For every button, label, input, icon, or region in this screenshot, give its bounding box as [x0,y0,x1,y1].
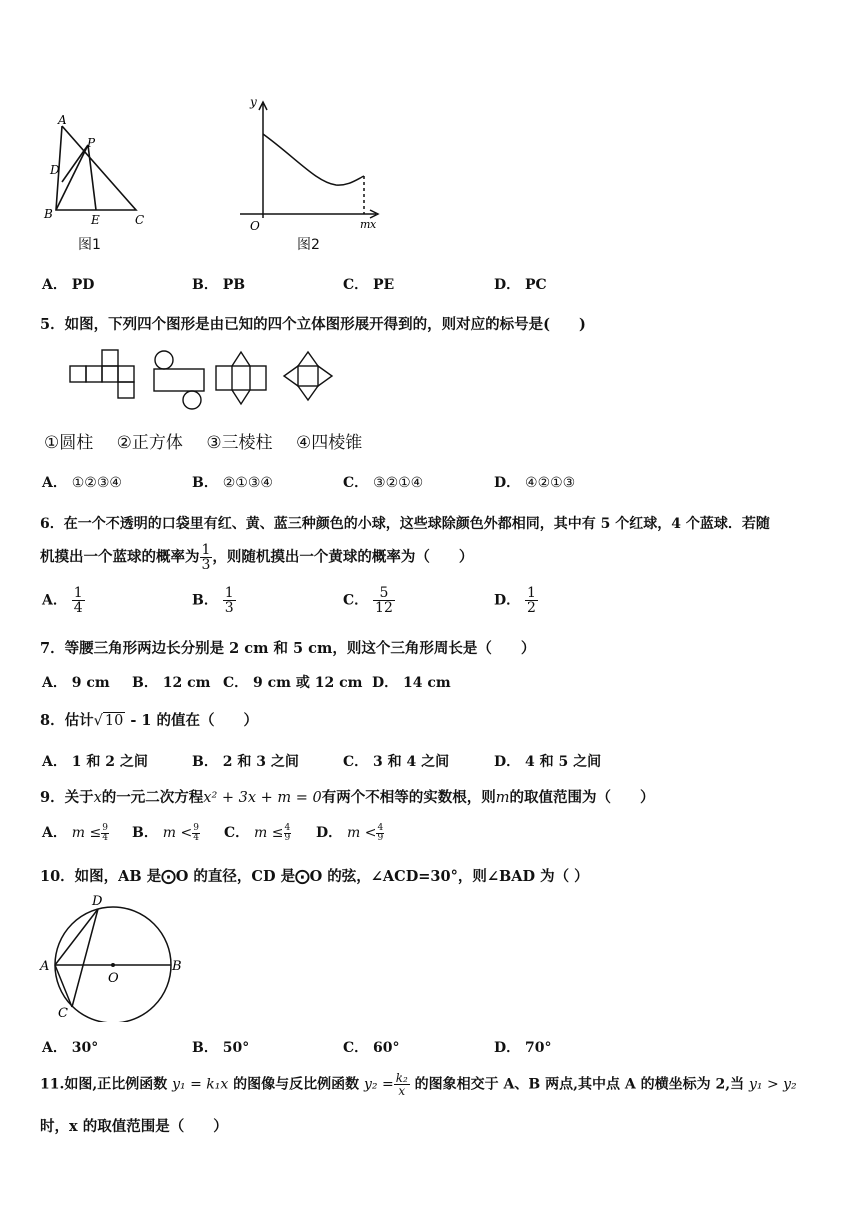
q8-option-b[interactable] [192,751,299,771]
label-b: B [44,207,53,221]
q11-f2-fraction: $\frac{\text{k₂}}{x}$ [395,1071,408,1098]
label-a: A [58,113,67,127]
q9-option-c[interactable] [224,822,291,843]
q9-option-a[interactable] [42,822,109,843]
option-key: B． [192,592,218,609]
option-key: B． [192,1040,218,1056]
q5-stem: 5．如图，下列四个图形是由已知的四个立体图形展开得到的，则对应的标号是( ) [40,316,586,333]
option-key: A． [42,277,67,293]
solids-list [44,428,380,453]
option-key: C． [343,1040,369,1056]
option-text: PB [222,277,246,293]
q6-stem-pre: 机摸出一个蓝球的概率为 [40,548,200,566]
option-text: ①②③④ [71,475,122,491]
option-text: 14 cm [403,675,451,691]
option-key: B． [132,675,158,691]
option-key: B． [132,825,158,841]
q5-option-b[interactable] [192,472,273,492]
option-key: A． [42,475,67,491]
q6-stem-post: ，则随机摸出一个黄球的概率为（ ） [212,548,474,566]
q10-option-d[interactable] [494,1037,552,1057]
q8-option-a[interactable] [42,751,148,771]
option-text: PE [373,277,395,293]
q5-option-d[interactable] [494,472,575,492]
q9-var-x: x [93,790,102,806]
q9-stem-d: 的取值范围为（ ） [509,789,655,806]
q5-option-c[interactable] [343,472,423,492]
option-text: PC [525,277,547,293]
solid-2: ②正方体 [116,433,183,453]
option-text: ②①③④ [222,475,273,491]
q9-var-m: m [495,790,510,806]
figure-1-triangle [40,112,160,230]
option-key: D． [494,277,521,293]
option-text: 3 和 4 之间 [373,754,450,770]
figure-2-graph [236,96,386,232]
q11-stem-b: 的图像与反比例函数 [228,1076,365,1093]
option-text: 9 cm [71,675,110,691]
label-y: y [250,96,257,109]
q9-option-d[interactable] [316,822,384,843]
solid-1: ①圆柱 [44,433,94,453]
q7-option-d[interactable] [372,672,451,692]
option-text: 2 和 3 之间 [222,754,299,770]
q11-stem-line1 [40,1072,797,1097]
option-key: A． [42,592,67,609]
option-fraction: $\frac{9}{4}$ [193,822,199,843]
q8-option-d[interactable] [494,751,601,771]
option-text: 70° [525,1040,552,1056]
q4-option-b[interactable] [192,274,245,294]
q10-option-c[interactable] [343,1037,400,1057]
option-text: ③②①④ [373,475,424,491]
sqrt-sign: √ [93,713,103,729]
option-key: B． [192,475,218,491]
q4-option-c[interactable] [343,274,394,294]
solid-3: ③三棱柱 [206,433,273,453]
q10-option-b[interactable] [192,1037,249,1057]
option-lhs: m ≤ [71,825,102,841]
label-m: m [360,218,371,231]
label-origin: O [250,219,260,232]
option-text: 60° [373,1040,400,1056]
option-text: 12 cm [162,675,211,691]
q11-stem-a: 11.如图,正比例函数 [40,1076,173,1093]
q8-radicand: 10 [104,713,124,729]
option-text: PD [71,277,95,293]
option-key: A． [42,675,67,691]
option-key: C． [224,825,250,841]
solid-4: ④四棱锥 [295,433,363,453]
option-text: 4 和 5 之间 [525,754,602,770]
q6-stem-fraction: $\frac{1}{3}$ [201,542,211,573]
q10-option-a[interactable] [42,1037,98,1057]
label-x: x [370,218,377,231]
q11-stem-c: 的图象相交于 A、B 两点,其中点 A 的横坐标为 2,当 [409,1076,749,1093]
option-fraction: $\frac{1}{4}$ [73,585,83,616]
figure-2-caption: 图2 [297,237,320,253]
figure-1-caption: 图1 [78,237,101,253]
label-d: D [50,163,60,177]
label-o: O [108,971,119,986]
q6-option-b[interactable] [192,586,236,615]
option-fraction: $\frac{4}{9}$ [377,822,384,843]
nets-figure [66,348,338,412]
option-key: C． [223,675,249,691]
option-key: A． [42,754,67,770]
q11-f1: y₁ = k₁x [172,1076,229,1093]
q6-stem-line2 [40,543,473,572]
label-c: C [135,213,145,227]
option-fraction: $\frac{4}{9}$ [284,822,291,843]
q7-option-a[interactable] [42,672,110,692]
q6-option-d[interactable] [494,586,538,615]
q6-option-c[interactable] [343,586,395,615]
option-fraction: $\frac{5}{12}$ [375,585,393,616]
option-key: C． [343,754,369,770]
option-text: 50° [222,1040,250,1056]
option-text: 1 和 2 之间 [71,754,148,770]
option-fraction: $\frac{9}{4}$ [102,822,108,843]
option-lhs: m < [347,825,377,841]
q6-option-a[interactable] [42,586,85,615]
q9-equation: x² + 3x + m = 0 [203,790,322,806]
q8-stem-pre: 8．估计 [40,712,94,729]
q4-option-a[interactable] [42,274,94,294]
q10-stem: 10．如图，AB 是⨀O 的直径，CD 是⨀O 的弦，∠ACD=30°，则∠BAD 为（ ） [40,868,589,885]
q9-stem-a: 9．关于 [40,789,94,806]
option-key: D． [316,825,343,841]
option-fraction: $\frac{1}{2}$ [527,585,536,616]
q11-stem-line2: 时，x 的取值范围是（ ） [40,1118,228,1135]
option-text: 30° [71,1040,99,1056]
label-b: B [172,959,182,974]
option-key: B． [192,754,218,770]
q9-stem [40,786,655,807]
q9-stem-c: 有两个不相等的实数根，则 [321,789,496,806]
label-p: P [87,136,96,150]
option-key: A． [42,1040,67,1056]
q7-stem: 7．等腰三角形两边长分别是 2 cm 和 5 cm，则这个三角形周长是（ ） [40,640,536,657]
q11-f2-lhs: y₂ = [364,1076,394,1093]
option-lhs: m < [162,825,193,841]
q8-stem-post: - 1 的值在（ ） [125,712,259,729]
q4-option-d[interactable] [494,274,547,294]
q7-option-b[interactable] [132,672,210,692]
label-e: E [91,213,100,227]
option-lhs: m ≤ [254,825,284,841]
q7-option-c[interactable] [223,672,362,692]
option-text: ④②①③ [525,475,576,491]
option-key: D． [494,475,521,491]
q11-ineq: y₁ > y₂ [748,1076,797,1093]
q6-stem-line1: 6．在一个不透明的口袋里有红、黄、蓝三种颜色的小球，这些球除颜色外都相同，其中有 5 个红球，4 个蓝球．若随 [40,516,770,532]
q9-stem-b: 的一元二次方程 [101,789,204,806]
option-key: D． [372,675,399,691]
option-key: C． [343,592,369,609]
label-d: D [92,894,103,909]
q9-option-b[interactable] [132,822,200,843]
option-key: C． [343,277,369,293]
label-a: A [40,959,50,974]
q8-option-c[interactable] [343,751,449,771]
option-key: B． [192,277,218,293]
option-key: D． [494,1040,521,1056]
option-key: A． [42,825,67,841]
option-key: C． [343,475,369,491]
option-key: D． [494,592,521,609]
q5-option-a[interactable] [42,472,122,492]
option-key: D． [494,754,521,770]
option-text: 9 cm 或 12 cm [253,675,363,691]
option-fraction: $\frac{1}{3}$ [224,585,234,616]
q8-stem [40,709,258,730]
label-c: C [58,1006,68,1021]
circle-figure [38,892,188,1022]
